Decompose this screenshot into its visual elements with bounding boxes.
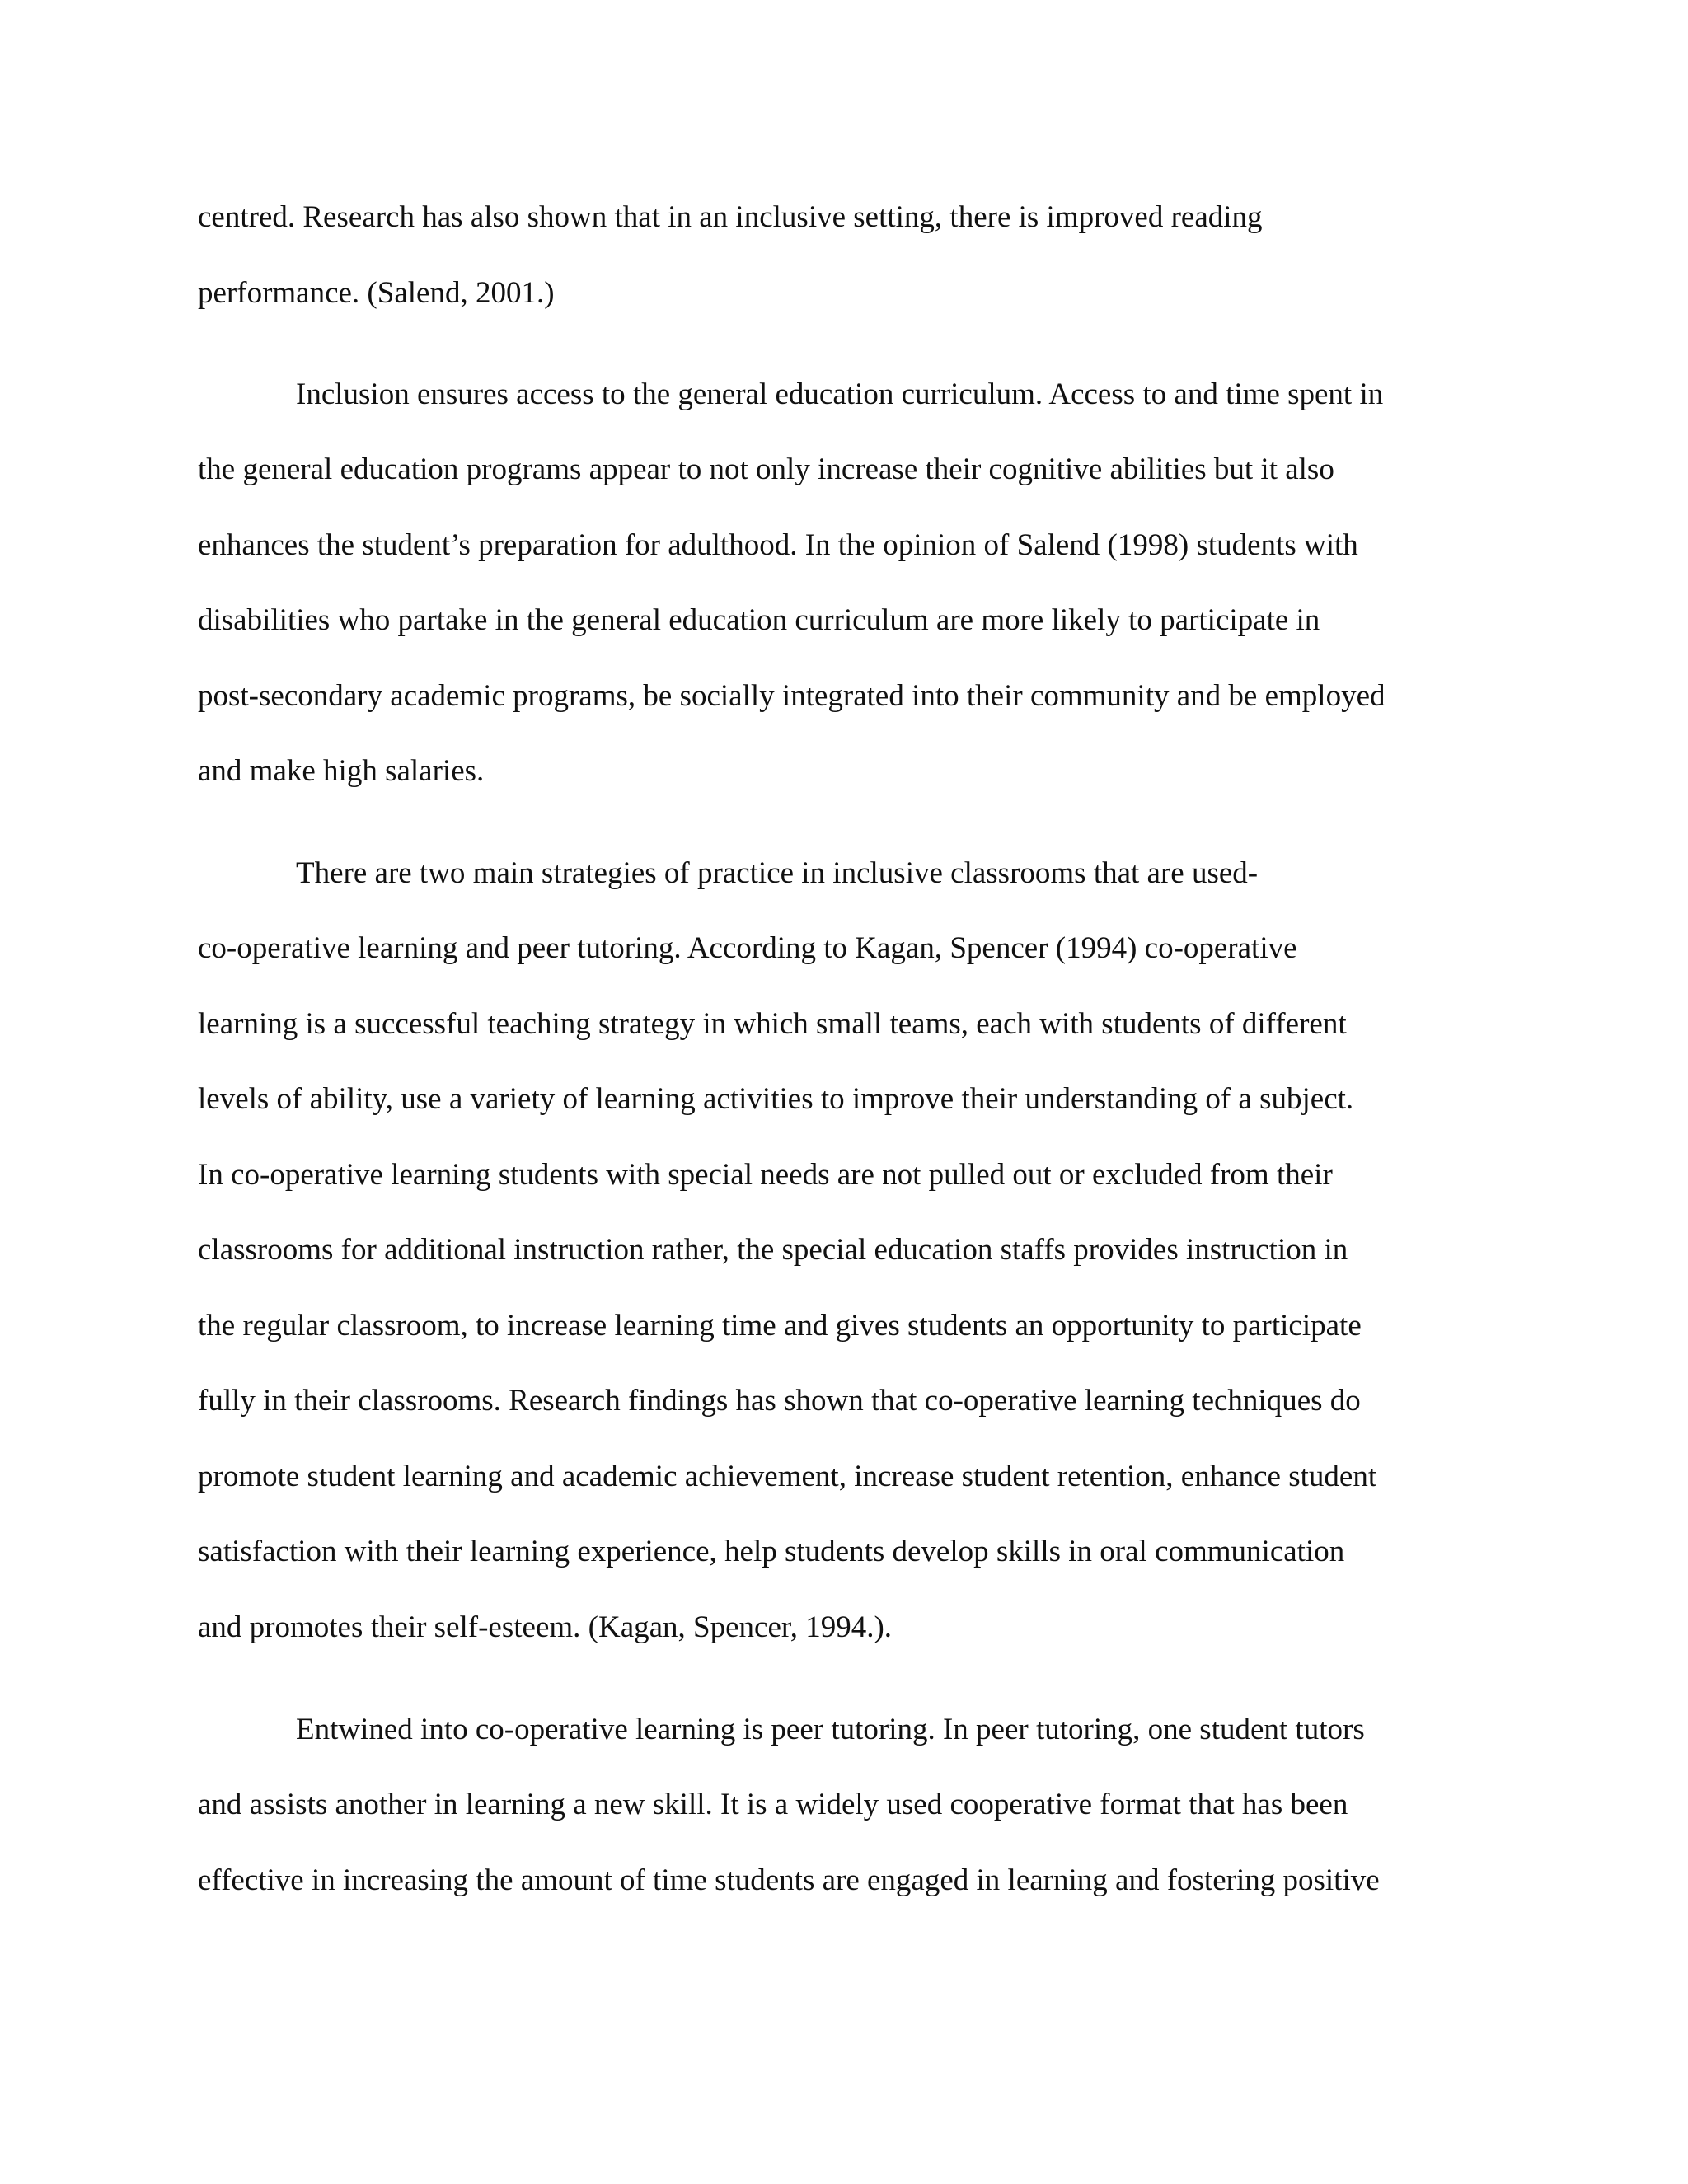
- text-line: classrooms for additional instruction rather, the special education staffs provides instruction in: [198, 1233, 1348, 1267]
- text-line: enhances the student’s preparation for adulthood. In the opinion of Salend (1998) students with: [198, 528, 1358, 562]
- text-line: post-secondary academic programs, be socially integrated into their community and be employed: [198, 679, 1386, 713]
- paragraph-first-line: Inclusion ensures access to the general education curriculum. Access to and time spent in: [296, 377, 1384, 411]
- text-line: satisfaction with their learning experience, help students develop skills in oral communication: [198, 1535, 1345, 1568]
- text-line: effective in increasing the amount of time students are engaged in learning and fostering positive: [198, 1863, 1380, 1897]
- text-line: learning is a successful teaching strategy in which small teams, each with students of different: [198, 1007, 1347, 1041]
- text-line: and assists another in learning a new skill. It is a widely used cooperative format that has been: [198, 1788, 1348, 1821]
- text-line: and promotes their self-esteem. (Kagan, Spencer, 1994.).: [198, 1610, 893, 1644]
- paragraph-first-line: Entwined into co-operative learning is peer tutoring. In peer tutoring, one student tutors: [296, 1713, 1365, 1746]
- text-line: centred. Research has also shown that in an inclusive setting, there is improved reading: [198, 200, 1263, 234]
- text-line: disabilities who partake in the general education curriculum are more likely to participate in: [198, 603, 1320, 637]
- text-line: performance. (Salend, 2001.): [198, 276, 555, 310]
- text-line: promote student learning and academic achievement, increase student retention, enhance student: [198, 1460, 1377, 1493]
- text-line: the regular classroom, to increase learning time and gives students an opportunity to participate: [198, 1309, 1362, 1343]
- text-line: levels of ability, use a variety of learning activities to improve their understanding of a subject.: [198, 1082, 1354, 1116]
- text-line: fully in their classrooms. Research findings has shown that co-operative learning techniques do: [198, 1384, 1361, 1418]
- text-line: In co-operative learning students with special needs are not pulled out or excluded from their: [198, 1158, 1333, 1192]
- text-line: and make high salaries.: [198, 754, 485, 788]
- text-line: the general education programs appear to not only increase their cognitive abilities but it also: [198, 452, 1334, 486]
- text-line: co-operative learning and peer tutoring. According to Kagan, Spencer (1994) co-operative: [198, 931, 1297, 965]
- paragraph-first-line: There are two main strategies of practice in inclusive classrooms that are used-: [296, 856, 1259, 890]
